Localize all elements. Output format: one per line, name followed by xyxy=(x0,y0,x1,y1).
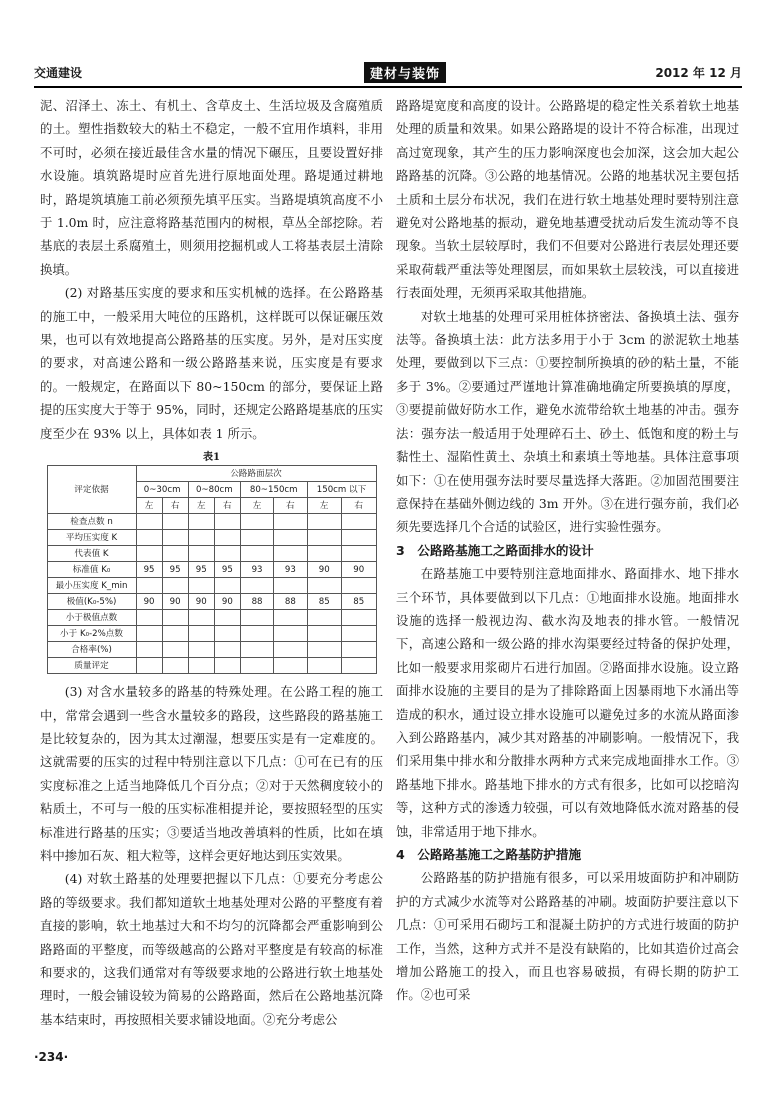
row-label: 小于极值点数 xyxy=(47,610,136,626)
side-header: 右 xyxy=(162,498,188,514)
paragraph: 公路路基的防护措施有很多，可以采用坡面防护和冲刷防护的方式减少水流等对公路路基的冲刷。坡面防护要注意以下几点：①可采用石砌圬工和混凝土防护的方式进行坡面的防护工作，当然，这种方式并不是没有缺陷的，比如其造价过高会增加公路施工的投入，而且也容易破损，有碍长期的防护工作。②也可采 xyxy=(396,870,739,1003)
table-cell: 93 xyxy=(274,562,307,578)
page-number: ·234· xyxy=(34,1050,69,1064)
table-cell xyxy=(341,610,376,626)
table-cell xyxy=(240,658,273,674)
table-title: 表1 xyxy=(203,452,220,464)
table-cell xyxy=(214,658,240,674)
row-label: 质量评定 xyxy=(47,658,136,674)
paragraph: (3) 对含水量较多的路基的特殊处理。在公路工程的施工中，常常会遇到一些含水量较多的路段，这些路段的路基施工是比较复杂的，因为其太过潮湿，想要压实是有一定难度的。这就需要的压实的过程中特别注意以下几点：①可在已有的压实度标准之上适当地降低几个百分点；②对于天然稠度较小的粘质土，不可与一般的压实标准相提并论，要按照轻型的压实标准进行路基的压实；③要适当地改善填料的性质，比如在填料中掺加石灰、粗大粒等，这样会更好地达到压实效果。 xyxy=(40,684,383,863)
table-cell: 90 xyxy=(341,562,376,578)
paragraph: (4) 对软土路基的处理要把握以下几点：①要充分考虑公路的等级要求。我们都知道软土地基处理对公路的平整度有着直接的影响，软土地基过大和不均匀的沉降都会严重影响到公路路面的平整度，而等级越高的公路对平整度是有较高的标准和要求的，这我们通常对有等级要求地的公路进行软土地基处理时，一般会铺设较为简易的公路路面，然后在公路地基沉降基本结束时，再按照相关要求铺设地面。②充分考虑公 xyxy=(40,871,383,1027)
section-badge: 建材与装饰 xyxy=(364,62,446,83)
side-header: 左 xyxy=(136,498,162,514)
table-row xyxy=(47,658,376,674)
table-row xyxy=(47,578,376,594)
row-label: 最小压实度 K_min xyxy=(47,578,136,594)
side-header: 左 xyxy=(240,498,273,514)
table-cell: 90 xyxy=(214,594,240,610)
table-cell xyxy=(341,626,376,642)
table-cell xyxy=(136,546,162,562)
table-cell xyxy=(274,642,307,658)
table-cell xyxy=(341,530,376,546)
eval-header: 评定依据 xyxy=(47,466,136,514)
table-cell: 95 xyxy=(214,562,240,578)
table-cell xyxy=(162,578,188,594)
table-cell xyxy=(188,642,214,658)
table-header-row xyxy=(47,466,376,482)
compaction-table xyxy=(47,465,377,674)
table-cell xyxy=(136,578,162,594)
table-cell: 95 xyxy=(188,562,214,578)
range-header: 0~80cm xyxy=(188,482,240,498)
table-cell xyxy=(307,546,341,562)
table-cell xyxy=(188,514,214,530)
section-heading: 3 公路路基施工之路面排水的设计 xyxy=(396,542,594,558)
table-cell xyxy=(240,514,273,530)
table-cell xyxy=(307,530,341,546)
table-cell xyxy=(136,610,162,626)
table-cell xyxy=(162,546,188,562)
table-cell xyxy=(274,578,307,594)
table-cell xyxy=(341,578,376,594)
side-header: 右 xyxy=(341,498,376,514)
table-cell: 85 xyxy=(341,594,376,610)
table-row xyxy=(47,626,376,642)
range-header: 150cm 以下 xyxy=(307,482,376,498)
table-cell xyxy=(136,530,162,546)
table-cell xyxy=(240,626,273,642)
table-cell: 90 xyxy=(136,594,162,610)
layer-group-header: 公路路面层次 xyxy=(136,466,376,482)
row-label: 标准值 K₀ xyxy=(47,562,136,578)
table-cell xyxy=(136,626,162,642)
side-header: 左 xyxy=(307,498,341,514)
table-cell: 90 xyxy=(162,594,188,610)
table-cell xyxy=(307,658,341,674)
table-cell xyxy=(274,530,307,546)
table-cell xyxy=(214,642,240,658)
table-cell xyxy=(188,530,214,546)
paragraph: 泥、沼泽土、冻土、有机土、含草皮土、生活垃圾及含腐殖质的土。塑性指数较大的粘土不稳定，一般不宜用作填料，非用不可时，必须在接近最佳含水量的情况下碾压，且要设置好排水设施。填筑路堤时应首先进行原地面处理。路堤通过耕地时，路堤筑填施工前必须预先填平压实。当路堤填筑高度不小于 1.0m 时，应注意将路基范围内的树根，草丛全部挖除。若基底的表层土系腐殖土，则须用挖掘机或人工将基表层土清除换填。 xyxy=(40,98,383,277)
table-cell: 95 xyxy=(162,562,188,578)
table-cell: 88 xyxy=(274,594,307,610)
table-cell xyxy=(274,626,307,642)
table-cell xyxy=(162,610,188,626)
table-cell: 95 xyxy=(136,562,162,578)
table-row xyxy=(47,610,376,626)
row-label: 检查点数 n xyxy=(47,514,136,530)
table-row xyxy=(47,594,376,610)
side-header: 右 xyxy=(214,498,240,514)
side-header: 右 xyxy=(274,498,307,514)
table-cell xyxy=(214,530,240,546)
table-cell xyxy=(162,626,188,642)
table-cell xyxy=(341,514,376,530)
left-column xyxy=(40,94,383,1031)
table-cell: 90 xyxy=(188,594,214,610)
table-cell xyxy=(307,610,341,626)
table-cell xyxy=(162,658,188,674)
section-heading: 4 公路路基施工之路基防护措施 xyxy=(396,847,582,862)
table-cell xyxy=(307,642,341,658)
table-row xyxy=(47,514,376,530)
table-cell xyxy=(240,546,273,562)
table-cell xyxy=(240,610,273,626)
table-cell xyxy=(307,514,341,530)
table-cell xyxy=(274,514,307,530)
paragraph: 在路基施工中要特别注意地面排水、路面排水、地下排水三个环节，具体要做到以下几点：①地面排水设施。地面排水设施的选择一般视边沟、截水沟及地表的排水管。一般情况下，高速公路和一级公路的排水沟渠要经过特备的保护处理，比如一般要求用浆砌片石进行加固。②路面排水设施。设立路面排水设施的主要目的是为了排除路面上因暴雨地下水涌出等造成的积水，通过设立排水设施可以避免过多的水流从路面渗入到公路路基内，减少其对路基的冲刷影响。一般情况下，我们采用集中排水和分散排水两种方式来完成地面排水工作。③路基地下排水。路基地下排水的方式有很多，比如可以挖暗沟等，这种方式的渗透力较强，可以有效地降低水流对路基的侵蚀，非常适用于地下排水。 xyxy=(396,566,739,839)
table-cell xyxy=(188,546,214,562)
table-cell xyxy=(136,514,162,530)
table-cell xyxy=(341,546,376,562)
table-cell xyxy=(341,642,376,658)
table-cell xyxy=(162,530,188,546)
paragraph: 对软土地基的处理可采用桩体挤密法、备换填土法、强夯法等。备换填土法：此方法多用于小于 3cm 的淤泥软土地基处理，要做到以下三点：①要控制所换填的砂的粘土量，不能多于 3%。②要通过严谨地计算准确地确定所要换填的厚度，③要提前做好防水工作，避免水流带给软土地基的冲击。强夯法：强夯法一般适用于处理碎石土、砂土、低饱和度的粉土与黏性土、湿陷性黄土、杂填土和素填土等地基。具体注意事项如下：①在使用强夯法时要尽量选择大落距。②加固范围要注意保持在基础外侧边线的 3m 开外。③在进行强夯前，我们必须先要选择几个合适的试验区，进行实验性强夯。 xyxy=(396,308,739,535)
row-label: 极值(K₀-5%) xyxy=(47,594,136,610)
table-cell xyxy=(136,642,162,658)
table-cell xyxy=(136,658,162,674)
table-row xyxy=(47,562,376,578)
header-rule xyxy=(34,86,742,88)
table-cell xyxy=(240,642,273,658)
paragraph: (2) 对路基压实度的要求和压实机械的选择。在公路路基的施工中，一般采用大吨位的压路机，这样既可以保证碾压效果，也可以有效地提高公路路基的压实度。另外，是对压实度的要求，对高速公路和一级公路路基来说，压实度是有要求的。一般规定，在路面以下 80~150cm 的部分，要保证上路提的压实度大于等于 95%，同时，还规定公路路堤基底的压实度至少在 93% 以上，具体如表 1 所示。 xyxy=(40,285,383,441)
table-cell xyxy=(307,626,341,642)
table-cell xyxy=(214,578,240,594)
paragraph: 路路堤宽度和高度的设计。公路路堤的稳定性关系着软土地基处理的质量和效果。如果公路路堤的设计不符合标准，出现过高过宽现象，其产生的压力影响深度也会加深，这会加大起公路路基的沉降。③公路的地基情况。公路的地基状况主要包括土质和土层分布状况，我们在进行软土地基处理时要特别注意避免对公路地基的振动，避免地基遭受扰动后发生流动等不良现象。当软土层较厚时，我们不但要对公路进行表层处理还要采取荷载严重法等处理图层，而如果软土层较浅，可以直接进行表面处理，无须再采取其他措施。 xyxy=(396,98,739,301)
side-header: 左 xyxy=(188,498,214,514)
table-row xyxy=(47,546,376,562)
table-row xyxy=(47,530,376,546)
table-cell xyxy=(188,658,214,674)
issue-date: 2012 年 12 月 xyxy=(655,66,742,80)
table-cell xyxy=(341,658,376,674)
table-cell xyxy=(214,514,240,530)
table-cell xyxy=(274,546,307,562)
range-header: 0~30cm xyxy=(136,482,188,498)
table-cell xyxy=(162,642,188,658)
right-column xyxy=(396,94,739,1007)
table-cell xyxy=(214,626,240,642)
table-cell xyxy=(214,546,240,562)
table-cell xyxy=(214,610,240,626)
row-label: 平均压实度 K xyxy=(47,530,136,546)
row-label: 合格率(%) xyxy=(47,642,136,658)
table-cell: 90 xyxy=(307,562,341,578)
table-cell xyxy=(162,514,188,530)
table-cell xyxy=(274,658,307,674)
journal-name: 交通建设 xyxy=(34,66,83,80)
table-cell xyxy=(188,578,214,594)
row-label: 代表值 K xyxy=(47,546,136,562)
table-cell xyxy=(188,610,214,626)
running-header xyxy=(34,62,742,84)
table-cell: 93 xyxy=(240,562,273,578)
table-cell xyxy=(240,578,273,594)
table-cell xyxy=(188,626,214,642)
range-header: 80~150cm xyxy=(240,482,307,498)
table-cell: 85 xyxy=(307,594,341,610)
row-label: 小于 K₀-2%点数 xyxy=(47,626,136,642)
table-cell xyxy=(274,610,307,626)
table-cell: 88 xyxy=(240,594,273,610)
table-row xyxy=(47,642,376,658)
table-cell xyxy=(307,578,341,594)
table-cell xyxy=(240,530,273,546)
